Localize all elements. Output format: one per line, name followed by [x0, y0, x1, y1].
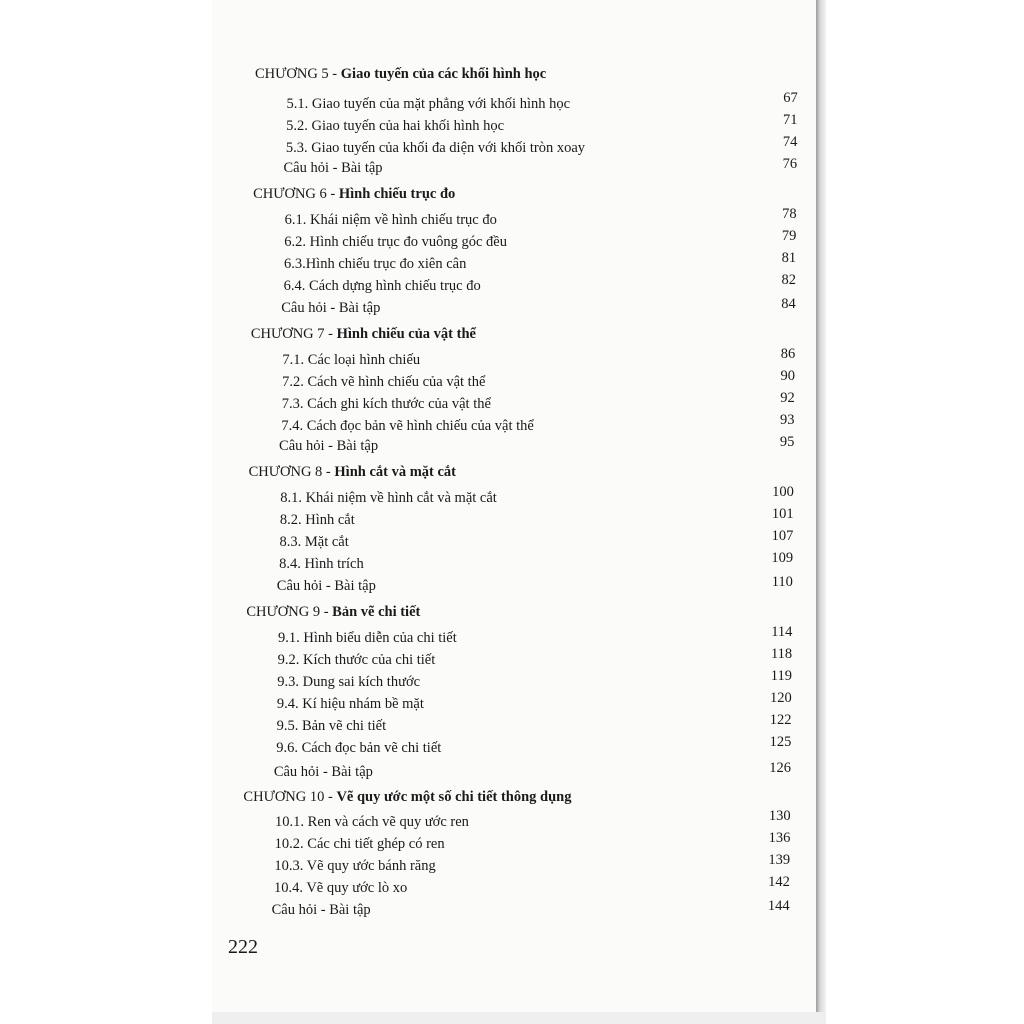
exercise-entry[interactable]: Câu hỏi - Bài tập [281, 300, 381, 316]
chapter-heading [253, 186, 455, 203]
chapter-title: Hình chiếu của vật thể [336, 326, 476, 342]
section-entry[interactable]: 6.2. Hình chiếu trục đo vuông góc đều [284, 234, 507, 250]
section-entry[interactable]: 9.4. Kí hiệu nhám bề mặt [276, 696, 424, 712]
page-ref: 125 [769, 734, 792, 750]
page-ref: 120 [770, 690, 792, 706]
chapter-title: Hình cắt và mặt cắt [334, 464, 457, 480]
section-entry[interactable]: 9.2. Kích thước của chi tiết [277, 652, 436, 668]
section-entry[interactable]: 5.2. Giao tuyến của hai khối hình học [286, 118, 505, 134]
page-ref: 93 [780, 412, 795, 428]
page-ref: 114 [771, 624, 793, 640]
section-entry[interactable]: 9.5. Bản vẽ chi tiết [276, 718, 387, 734]
page-ref: 118 [770, 646, 793, 662]
page-ref: 119 [770, 668, 792, 684]
page-ref: 92 [780, 390, 795, 406]
page-ref: 136 [768, 830, 791, 846]
page-ref: 100 [772, 484, 794, 500]
page-ref: 95 [779, 434, 795, 450]
section-entry[interactable]: 8.3. Mặt cắt [279, 534, 349, 550]
page-ref: 71 [783, 112, 798, 128]
page-ref: 142 [768, 874, 790, 890]
page-ref: 144 [767, 898, 790, 914]
chapter-title: Bản vẽ chi tiết [332, 604, 421, 620]
section-entry[interactable]: 5.1. Giao tuyến của mặt phẳng với khối hình học [286, 96, 571, 112]
page-ref: 101 [771, 506, 794, 522]
section-entry[interactable]: 7.4. Cách đọc bản vẽ hình chiếu của vật thể [281, 418, 534, 434]
exercise-entry[interactable]: Câu hỏi - Bài tập [276, 578, 376, 594]
page-ref: 78 [782, 206, 797, 222]
section-entry[interactable]: 9.6. Cách đọc bản vẽ chi tiết [276, 740, 442, 756]
chapter-heading [251, 326, 476, 343]
section-entry[interactable]: 8.4. Hình trích [279, 556, 364, 572]
chapter-heading [255, 66, 546, 83]
page-ref: 67 [783, 90, 798, 106]
page-ref: 90 [780, 368, 795, 384]
chapter-heading [246, 604, 420, 621]
page-ref: 81 [781, 250, 797, 266]
section-entry[interactable]: 10.4. Vẽ quy ước lò xo [273, 880, 408, 896]
section-entry[interactable]: 7.3. Cách ghi kích thước của vật thể [281, 396, 491, 412]
chapter-label: CHƯƠNG 10 - [243, 789, 337, 805]
page-ref: 110 [771, 574, 793, 590]
page-ref: 82 [781, 272, 796, 288]
exercise-entry[interactable]: Câu hỏi - Bài tập [279, 438, 379, 454]
exercise-entry[interactable]: Câu hỏi - Bài tập [271, 902, 371, 918]
page-ref: 107 [771, 528, 794, 544]
exercise-entry[interactable]: Câu hỏi - Bài tập [283, 160, 383, 176]
chapter-title: Vẽ quy ước một số chi tiết thông dụng [336, 789, 572, 805]
section-entry[interactable]: 9.1. Hình biểu diễn của chi tiết [277, 630, 457, 646]
exercise-entry[interactable]: Câu hỏi - Bài tập [273, 764, 373, 780]
chapter-label: CHƯƠNG 9 - [246, 604, 333, 620]
chapter-title: Giao tuyến của các khối hình học [340, 66, 547, 82]
section-entry[interactable]: 10.3. Vẽ quy ước bánh răng [274, 858, 436, 874]
page-ref: 76 [782, 156, 798, 172]
section-entry[interactable]: 7.2. Cách vẽ hình chiếu của vật thể [282, 374, 486, 390]
chapter-label: CHƯƠNG 5 - [255, 66, 341, 82]
chapter-label: CHƯƠNG 6 - [253, 186, 339, 202]
section-entry[interactable]: 10.1. Ren và cách vẽ quy ước ren [275, 814, 469, 830]
chapter-heading [243, 789, 571, 806]
section-entry[interactable]: 6.4. Cách dựng hình chiếu trục đo [283, 278, 481, 294]
page-ref: 84 [781, 296, 796, 312]
chapter-label: CHƯƠNG 8 - [248, 464, 335, 480]
section-entry[interactable]: 8.2. Hình cắt [279, 512, 355, 528]
section-entry[interactable]: 5.3. Giao tuyến của khối đa diện với khối tròn xoay [285, 140, 586, 156]
page-ref: 139 [768, 852, 791, 868]
section-entry[interactable]: 8.1. Khái niệm về hình cắt và mặt cắt [280, 490, 497, 506]
section-entry[interactable]: 10.2. Các chi tiết ghép có ren [274, 836, 445, 852]
page-bottom-edge [212, 1012, 826, 1024]
page-ref: 122 [769, 712, 792, 728]
section-entry[interactable]: 9.3. Dung sai kích thước [277, 674, 421, 690]
page-ref: 130 [768, 808, 791, 824]
section-entry[interactable]: 6.1. Khái niệm về hình chiếu trục đo [284, 212, 497, 228]
chapter-title: Hình chiếu trục đo [338, 186, 456, 202]
section-entry[interactable]: 7.1. Các loại hình chiếu [282, 352, 421, 368]
page-ref: 126 [769, 760, 792, 776]
page-ref: 109 [771, 550, 794, 566]
page-ref: 79 [781, 228, 797, 244]
chapter-label: CHƯƠNG 7 - [250, 326, 337, 342]
chapter-heading [249, 464, 456, 481]
section-entry[interactable]: 6.3.Hình chiếu trục đo xiên cân [283, 256, 467, 272]
page-ref: 74 [782, 134, 798, 150]
page-ref: 86 [780, 346, 796, 362]
page-number: 222 [228, 936, 258, 958]
book-spine-shadow [816, 0, 826, 1024]
